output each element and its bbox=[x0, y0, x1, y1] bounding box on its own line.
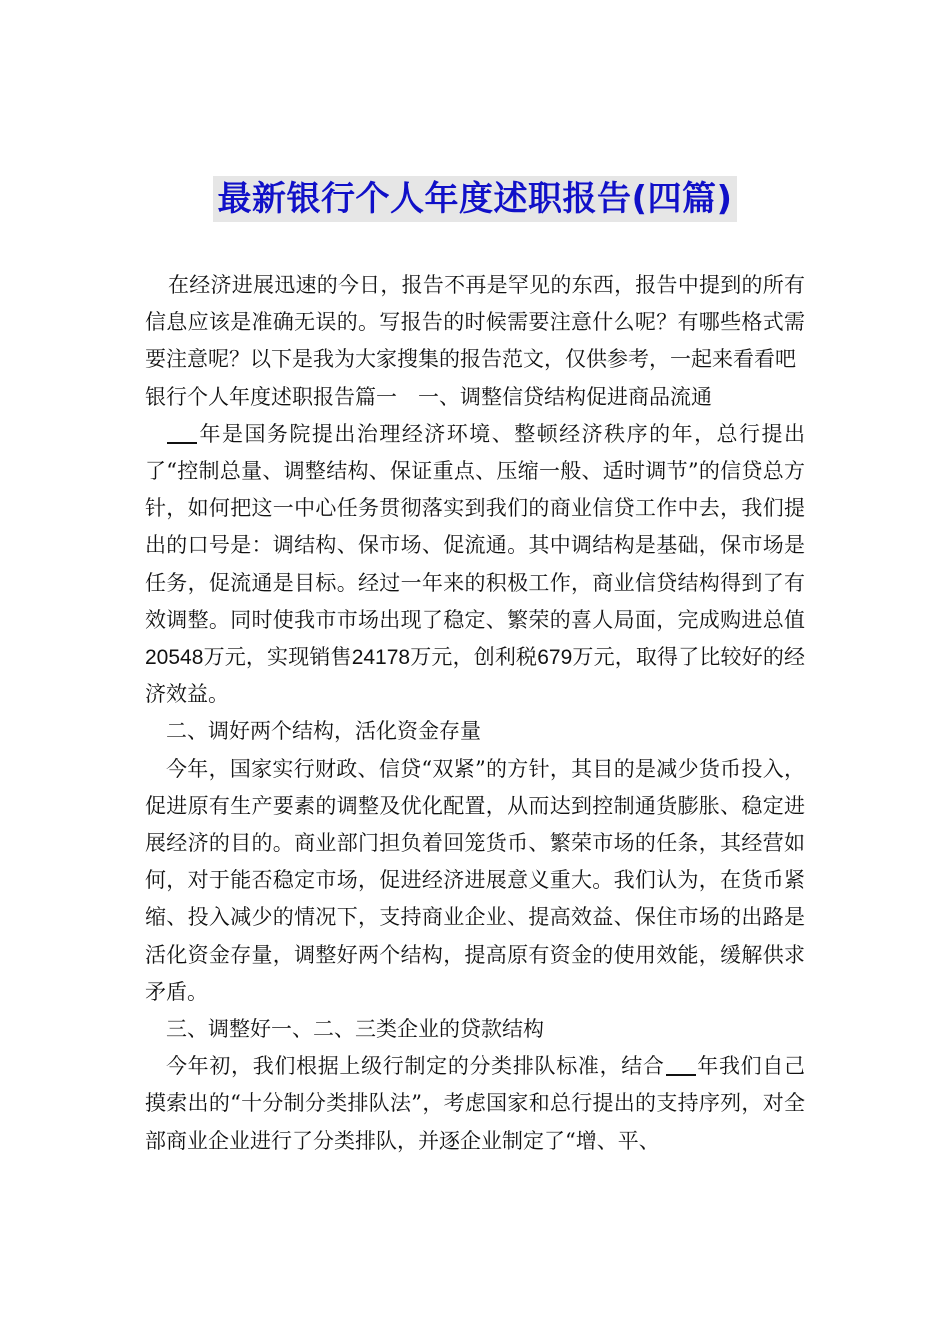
heading-3: 三、调整好一、二、三类企业的贷款结构 bbox=[166, 1017, 544, 1042]
paragraph-1: 年是国务院提出治理经济环境、整顿经济秩序的年，总行提出了“控制总量、调整结构、保证重点、压缩一般、适时调节”的信贷总方针，如何把这一中心任务贯彻落实到我们的商业信贷工作中去，我们提出的口号是：调结构、保市场、促流通。其中调结构是基础，保市场是任务，促流通是目标。经过一年来的积极工作，商业信贷结构得到了有效调整。同时使我市市场出现了稳定、繁荣的喜人局面，完成购进总值20548万元，实现销售24178万元，创利税679万元，取得了比较好的经济效益。 bbox=[145, 421, 806, 707]
fill-blank bbox=[666, 1056, 696, 1076]
heading-2: 二、调好两个结构，活化资金存量 bbox=[166, 719, 481, 744]
fill-blank bbox=[167, 424, 197, 444]
paragraph-3: 今年初，我们根据上级行制定的分类排队标准，结合 年我们自己摸索出的“十分制分类排队法”，考虑国家和总行提出的支持序列，对全部商业企业进行了分类排队，并逐企业制定了“增、平、 bbox=[145, 1054, 806, 1153]
paragraph-2: 今年，国家实行财政、信贷“双紧”的方针，其目的是减少货币投入，促进原有生产要素的调整及优化配置，从而达到控制通货膨胀、稳定进展经济的目的。商业部门担负着回笼货币、繁荣市场的任条，其经营如何，对于能否稳定市场，促进经济进展意义重大。我们认为，在货币紧缩、投入减少的情况下，支持商业企业、提高效益、保住市场的出路是活化资金存量，调整好两个结构，提高原有资金的使用效能，缓解供求矛盾。 bbox=[145, 756, 805, 1004]
document-title: 最新银行个人年度述职报告(四篇) bbox=[213, 176, 736, 222]
document-body bbox=[145, 267, 805, 1160]
title-container bbox=[0, 176, 950, 222]
section-title: 银行个人年度述职报告篇一 一、调整信贷结构促进商品流通 bbox=[145, 384, 712, 409]
intro-paragraph: 在经济进展迅速的今日，报告不再是罕见的东西，报告中提到的所有信息应该是准确无误的。写报告的时候需要注意什么呢？有哪些格式需要注意呢？以下是我为大家搜集的报告范文，仅供参考，一起来看看吧 bbox=[145, 273, 805, 372]
